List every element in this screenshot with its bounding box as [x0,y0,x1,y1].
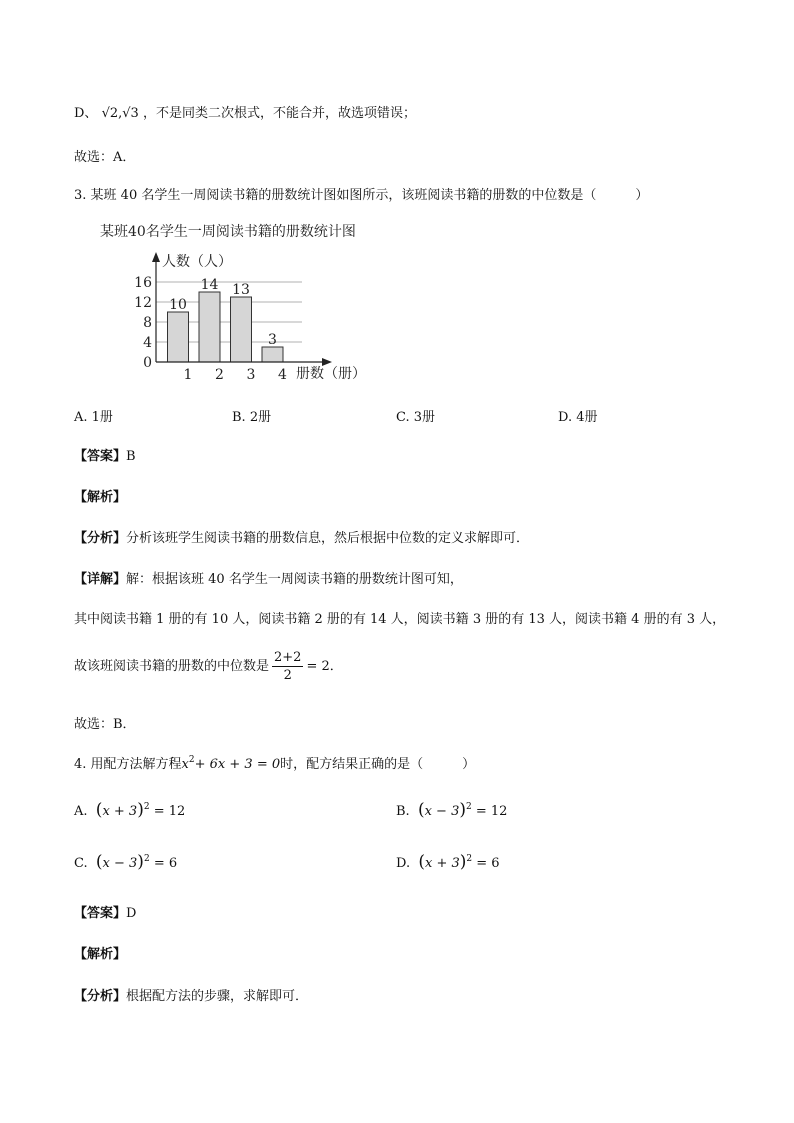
chart-title: 某班40名学生一周阅读书籍的册数统计图 [100,224,356,240]
equation-rest: + 6x + 3 = 0 [194,757,281,772]
data-label: 14 [200,277,219,293]
equation-x: x [181,757,189,772]
x-tick-label: 1 [183,367,193,383]
q4-stem-post: 时，配方结果正确的是（ ） [280,757,476,772]
equation-exponent: 2 [188,755,195,765]
option-rhs: = 12 [475,804,508,819]
x-axis-label: 册数（册） [296,366,366,382]
q3-stem: 3. 某班 40 名学生一周阅读书籍的册数统计图如图所示，该班阅读书籍的册数的中位数是（ ） [74,188,649,203]
option-exponent: 2 [466,854,473,864]
bar [231,297,252,362]
q3-median-line [74,650,343,683]
q3-fenxi [74,527,529,546]
q4-stem [74,753,475,772]
q4-option-b: B. $(x - 3)^2 = 12$ [396,800,508,820]
answer-tag: 【答案】 [74,449,127,464]
q4-option-d: D. $(x + 3)^2 = 6$ [396,852,500,872]
option-rhs: = 12 [153,804,186,819]
option-rhs: = 6 [153,856,178,871]
q3-answer [74,445,136,464]
q4-analysis-tag: 【解析】 [74,947,127,962]
fenxi-text: 根据配方法的步骤，求解即可． [126,989,309,1004]
q3-option-a: A. 1册 [74,410,113,425]
answer-value: B [126,449,136,464]
x-axis-arrow [322,358,332,366]
q3-xiangjie [74,568,463,587]
x-tick-label: 4 [278,367,287,383]
y-axis-arrow [152,252,160,262]
option-expr: x − 3 [424,804,460,819]
median-fraction [272,650,303,683]
q3-option-d: D. 4册 [558,410,598,425]
bar [168,312,189,362]
option-expr: x + 3 [102,804,138,819]
y-axis-label: 人数（人） [162,254,232,270]
option-d-text: ，不是同类二次根式，不能合并，故选项错误； [142,106,416,121]
q4-answer [74,902,136,921]
q4-option-a: A. $(x + 3)^2 = 12$ [74,800,186,820]
y-tick-label: 4 [143,335,152,351]
option-rhs: = 6 [476,856,500,871]
data-label: 3 [268,332,277,348]
option-expr: x + 3 [425,856,460,871]
bar [262,347,283,362]
data-label: 13 [232,282,250,298]
option-d-line [74,102,416,121]
median-text: 故该班阅读书籍的册数的中位数是 [74,659,270,674]
option-expr: x − 3 [102,856,138,871]
q4-fenxi [74,985,308,1004]
bar [199,292,220,362]
q3-option-c: C. 3册 [396,410,436,425]
option-exponent: 2 [466,802,472,812]
answer-tag: 【答案】 [74,906,127,921]
root-expression: √2,√3 [101,106,139,121]
y-tick-label: 12 [134,295,152,311]
q3-choice: 故选：B． [74,717,136,732]
option-label: B. [396,804,410,819]
fraction-numerator: 2+2 [274,650,302,665]
data-label: 10 [169,297,187,313]
bar-chart [100,222,400,387]
option-label: A. [74,804,88,819]
option-label: C. [74,856,88,871]
xiangjie-text: 解：根据该班 40 名学生一周阅读书籍的册数统计图可知， [126,572,463,587]
option-d-label: D、 [74,106,98,121]
option-exponent: 2 [143,854,150,864]
answer-value: D [126,906,137,921]
fraction-denominator: 2 [283,668,292,683]
fenxi-tag: 【分析】 [74,989,127,1004]
y-tick-label: 8 [143,315,152,331]
fenxi-tag: 【分析】 [74,531,127,546]
q3-analysis-tag: 【解析】 [74,490,127,505]
fraction-result: = 2． [306,659,343,674]
x-tick-label: 3 [246,367,256,383]
q4-option-c: C. $(x - 3)^2 = 6$ [74,852,178,872]
q3-detail: 其中阅读书籍 1 册的有 10 人，阅读书籍 2 册的有 14 人，阅读书籍 3 册的有 13 人，阅读书籍 4 册的有 3 人， [74,612,726,627]
xiangjie-tag: 【详解】 [74,572,127,587]
q3-option-b: B. 2册 [232,410,272,425]
q4-stem-pre: 4. 用配方法解方程 [74,757,182,772]
y-tick-label: 16 [134,275,152,291]
option-exponent: 2 [143,802,150,812]
y-tick-label: 0 [143,355,152,371]
fenxi-text: 分析该班学生阅读书籍的册数信息，然后根据中位数的定义求解即可． [126,531,530,546]
x-tick-label: 2 [215,367,224,383]
q2-choice: 故选：A． [74,150,136,165]
option-label: D. [396,856,411,871]
